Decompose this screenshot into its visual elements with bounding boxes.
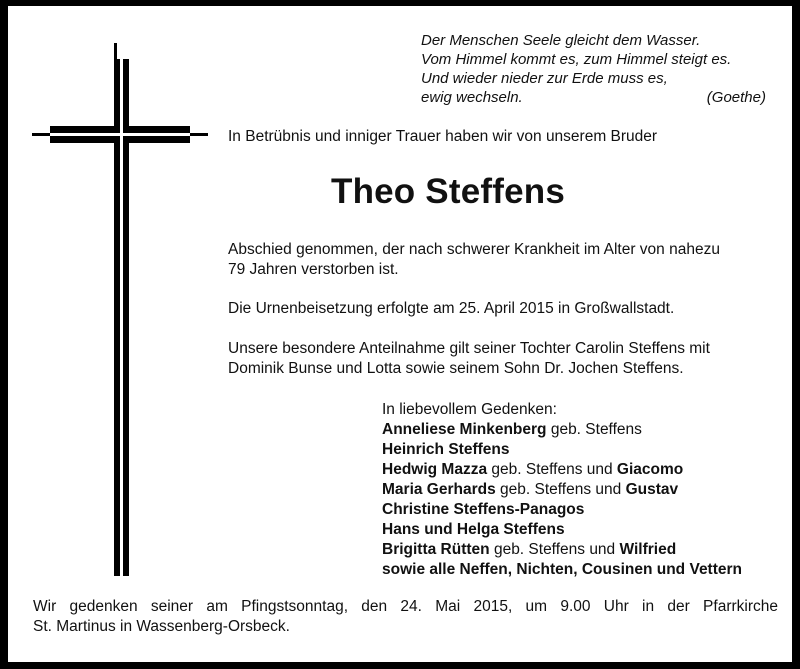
quote-line: ewig wechseln. [421, 89, 523, 106]
cross-icon [32, 43, 208, 576]
list-item: sowie alle Neffen, Nichten, Cousinen und Vettern [382, 561, 743, 578]
closing-line: St. Martinus in Wassenberg-Orsbeck. [33, 618, 290, 635]
memorial-service-text [33, 597, 778, 637]
mourners-heading: In liebevollem Gedenken: [382, 401, 557, 418]
list-item: Hans und Helga Steffens [382, 521, 565, 538]
paragraph-burial: Die Urnenbeisetzung erfolgte am 25. April 2015 in Großwallstadt. [228, 300, 675, 317]
mourners-list [382, 400, 742, 580]
quote-author: (Goethe) [706, 89, 766, 106]
paragraph-line: Unsere besondere Anteilnahme gilt seiner Tochter Carolin Steffens mit [228, 340, 710, 357]
paragraph-line: Dominik Bunse und Lotta sowie seinem Sohn Dr. Jochen Steffens. [228, 360, 684, 377]
list-item: Brigitta Rütten geb. Steffens und Wilfried [382, 541, 677, 558]
quote-line: Und wieder nieder zur Erde muss es, [421, 70, 668, 87]
obituary-notice [8, 6, 792, 662]
quote-line: Vom Himmel kommt es, zum Himmel steigt es. [421, 51, 732, 68]
list-item: Hedwig Mazza geb. Steffens und Giacomo [382, 461, 684, 478]
deceased-name: Theo Steffens [330, 172, 565, 211]
paragraph-line: 79 Jahren verstorben ist. [228, 261, 399, 278]
list-item: Maria Gerhards geb. Steffens und Gustav [382, 481, 679, 498]
intro-text: In Betrübnis und inniger Trauer haben wir von unserem Bruder [228, 128, 658, 145]
list-item: Anneliese Minkenberg geb. Steffens [382, 421, 642, 438]
paragraph-line: Abschied genommen, der nach schwerer Krankheit im Alter von nahezu [228, 241, 720, 258]
quote-line: Der Menschen Seele gleicht dem Wasser. [421, 32, 701, 49]
list-item: Heinrich Steffens [382, 441, 510, 458]
closing-line: Wir gedenken seiner am Pfingstsonntag, den 24. Mai 2015, um 9.00 Uhr in der Pfarrkirche [33, 598, 778, 615]
goethe-quote [421, 31, 766, 107]
paragraph-farewell [228, 240, 720, 280]
paragraph-condolence [228, 339, 710, 379]
list-item: Christine Steffens-Panagos [382, 501, 585, 518]
